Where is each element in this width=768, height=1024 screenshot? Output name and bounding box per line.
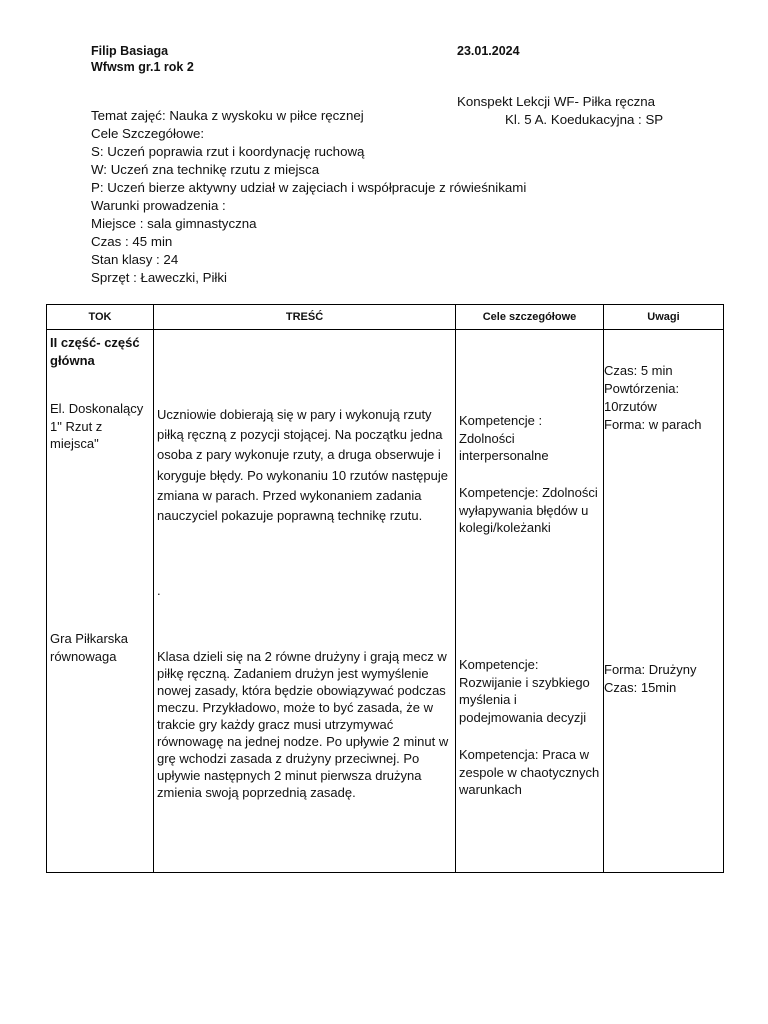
class-size: Stan klasy : 24 (91, 252, 179, 267)
uwagi-form-1: Forma: w parach (604, 417, 702, 432)
cele-competence-4: Kompetencja: Praca w zespole w chaotycznych warunkach (459, 747, 600, 797)
duration: Czas : 45 min (91, 234, 173, 249)
lesson-topic: Temat zajęć: Nauka z wyskoku w piłce ręcznej (91, 108, 364, 123)
goals-heading: Cele Szczegółowe: (91, 126, 205, 141)
cele-cell (456, 330, 604, 873)
lesson-date: 23.01.2024 (457, 44, 520, 58)
tresc-exercise-2: Klasa dzieli się na 2 równe drużyny i grają mecz w piłkę ręczną. Zadaniem drużyn jest wymyślenie nowej zasady, która będzie obowiązywać podczas meczu. Przykładowo, może to być zasada, że w trakcie gry każdy gracz musi utrzymywać równowagę na jednej nodze. Po upływie 2 minut w grę wchodzi zasada z drużyny przeciwnej. Po upływie następnych 2 minut pierwsza drużyna zmienia swoją poprzednią zasadę. (157, 649, 449, 800)
place: Miejsce : sala gimnastyczna (91, 216, 257, 231)
tresc-exercise-1: Uczniowie dobierają się w pary i wykonują rzuty piłką ręczną z pozycji stojącej. Na początku jedna osoba z pary wykonuje rzuty, a druga obserwuje i koryguje błędy. Po wykonaniu 10 rzutów następuje zmiana w parach. Przed wykonaniem zadania nauczyciel pokazuje poprawną technikę rzutu. (157, 407, 448, 524)
table-row (47, 330, 724, 873)
equipment: Sprzęt : Ławeczki, Piłki (91, 270, 227, 285)
uwagi-form-2: Forma: Drużyny (604, 662, 697, 677)
cele-competence-2: Kompetencje: Zdolności wyłapywania błędów u kolegi/koleżanki (459, 485, 598, 535)
uwagi-time-1: Czas: 5 min (604, 363, 673, 378)
tok-exercise-1: El. Doskonalący 1" Rzut z miejsca" (50, 401, 144, 451)
uwagi-cell (604, 330, 724, 873)
tok-cell (47, 330, 154, 873)
goal-p: P: Uczeń bierze aktywny udział w zajęciach i współpracuje z rówieśnikami (91, 180, 527, 195)
column-header-tok: TOK (47, 305, 154, 330)
table-header-row (47, 305, 724, 330)
column-header-uwagi: Uwagi (604, 305, 724, 330)
lesson-header (91, 107, 526, 287)
goal-s: S: Uczeń poprawia rzut i koordynację ruchową (91, 144, 365, 159)
conditions-heading: Warunki prowadzenia : (91, 198, 226, 213)
column-header-tresc: TREŚĆ (154, 305, 456, 330)
cele-competence-3: Kompetencje: Rozwijanie i szybkiego myślenia i podejmowania decyzji (459, 657, 590, 725)
tresc-cell (154, 330, 456, 873)
uwagi-reps-1: Powtórzenia: 10rzutów (604, 381, 680, 414)
author-name: Filip Basiaga (91, 44, 169, 58)
column-header-cele: Cele szczegółowe (456, 305, 604, 330)
uwagi-time-2: Czas: 15min (604, 680, 677, 695)
lesson-plan-table (46, 304, 724, 873)
tresc-dot: . (157, 583, 161, 598)
goal-w: W: Uczeń zna technikę rzutu z miejsca (91, 162, 320, 177)
part-title: II część- część główna (50, 335, 140, 368)
cele-competence-1: Kompetencje : Zdolności interpersonalne (459, 413, 549, 463)
tok-exercise-2: Gra Piłkarska równowaga (50, 631, 129, 664)
document-title: Konspekt Lekcji WF- Piłka ręczna (457, 94, 656, 109)
student-group: Wfwsm gr.1 rok 2 (91, 60, 194, 74)
class-info: Kl. 5 A. Koedukacyjna : SP (505, 112, 664, 127)
